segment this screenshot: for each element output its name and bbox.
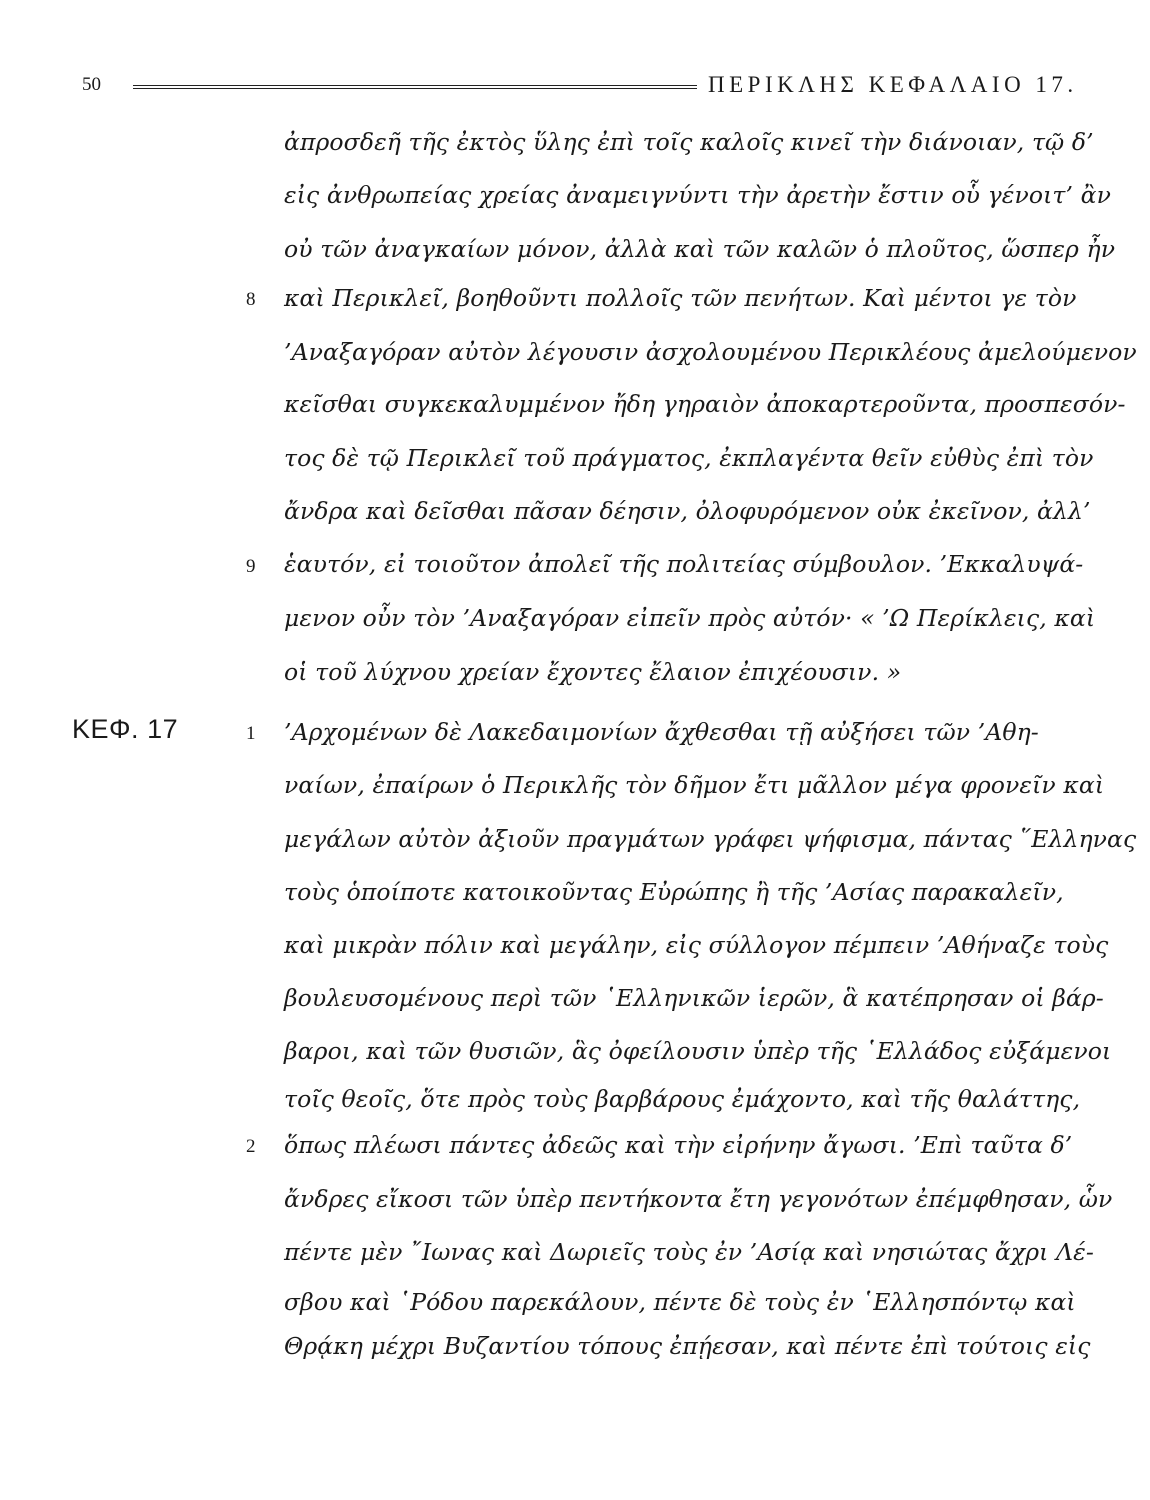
- text-line: ἄνδρα καὶ δεῖσθαι πᾶσαν δέησιν, ὀλοφυρόμενον οὐκ ἐκεῖνον, ἀλλ’: [284, 497, 1091, 525]
- text-line: οἱ τοῦ λύχνου χρείαν ἔχοντες ἔλαιον ἐπιχέουσιν. »: [284, 658, 902, 686]
- text-line: σβου καὶ ῾Ρόδου παρεκάλουν, πέντε δὲ τοὺς ἐν ῾Ελλησπόντῳ καὶ: [284, 1288, 1076, 1316]
- text-line: ναίων, ἐπαίρων ὁ Περικλῆς τὸν δῆμον ἔτι μᾶλλον μέγα φρονεῖν καὶ: [284, 771, 1105, 799]
- text-line: τοὺς ὁποίποτε κατοικοῦντας Εὐρώπης ἢ τῆς ’Ασίας παρακαλεῖν,: [284, 878, 1064, 906]
- text-line: εἰς ἀνθρωπείας χρείας ἀναμειγνύντι τὴν ἀρετὴν ἔστιν οὗ γένοιτ’ ἂν: [284, 181, 1111, 209]
- section-marker: 8: [246, 289, 256, 310]
- text-line: ὅπως πλέωσι πάντες ἀδεῶς καὶ τὴν εἰρήνην ἄγωσι. ’Επὶ ταῦτα δ’: [284, 1131, 1073, 1159]
- text-line: ἀπροσδεῆ τῆς ἐκτὸς ὕλης ἐπὶ τοῖς καλοῖς κινεῖ τὴν διάνοιαν, τῷ δ’: [284, 128, 1094, 156]
- text-line: μεγάλων αὐτὸν ἀξιοῦν πραγμάτων γράφει ψήφισμα, πάντας ῞Ελληνας: [284, 825, 1137, 853]
- text-line: τος δὲ τῷ Περικλεῖ τοῦ πράγματος, ἐκπλαγέντα θεῖν εὐθὺς ἐπὶ τὸν: [284, 444, 1094, 472]
- running-title: ΠΕΡΙΚΛΗΣ ΚΕΦΑΛΑΙΟ 17.: [708, 72, 1078, 97]
- text-line: ’Αναξαγόραν αὐτὸν λέγουσιν ἀσχολουμένου Περικλέους ἀμελούμενον: [284, 338, 1137, 366]
- section-marker: 1: [246, 723, 256, 744]
- text-line: καὶ Περικλεῖ, βοηθοῦντι πολλοῖς τῶν πενήτων. Καὶ μέντοι γε τὸν: [284, 284, 1077, 312]
- text-line: Θρᾴκη μέχρι Βυζαντίου τόπους ἐπῄεσαν, καὶ πέντε ἐπὶ τούτοις εἰς: [284, 1332, 1091, 1360]
- text-line: οὐ τῶν ἀναγκαίων μόνον, ἀλλὰ καὶ τῶν καλῶν ὁ πλοῦτος, ὥσπερ ἦν: [284, 235, 1116, 263]
- text-line: βουλευσομένους περὶ τῶν ῾Ελληνικῶν ἱερῶν, ἃ κατέπρησαν οἱ βάρ-: [284, 984, 1104, 1012]
- text-line: ἑαυτόν, εἰ τοιοῦτον ἀπολεῖ τῆς πολιτείας σύμβουλον. ’Εκκαλυψά-: [284, 550, 1084, 578]
- text-line: καὶ μικρὰν πόλιν καὶ μεγάλην, εἰς σύλλογον πέμπειν ’Αθήναζε τοὺς: [284, 931, 1109, 959]
- chapter-label: ΚΕΦ. 17: [72, 714, 179, 744]
- section-marker: 2: [246, 1136, 256, 1157]
- header-rule: [133, 85, 697, 89]
- text-line: ’Αρχομένων δὲ Λακεδαιμονίων ἄχθεσθαι τῇ αὐξήσει τῶν ’Αθη-: [284, 718, 1039, 746]
- text-line: μενον οὖν τὸν ’Αναξαγόραν εἰπεῖν πρὸς αὐτόν· « ’Ω Περίκλεις, καὶ: [284, 604, 1096, 632]
- page-header: [82, 70, 1102, 106]
- text-line: πέντε μὲν ῎Ιωνας καὶ Δωριεῖς τοὺς ἐν ’Ασίᾳ καὶ νησιώτας ἄχρι Λέ-: [284, 1238, 1094, 1266]
- text-line: κεῖσθαι συγκεκαλυμμένον ἤδη γηραιὸν ἀποκαρτεροῦντα, προσπεσόν-: [284, 390, 1126, 418]
- text-line: ἄνδρες εἴκοσι τῶν ὑπὲρ πεντήκοντα ἔτη γεγονότων ἐπέμφθησαν, ὧν: [284, 1185, 1113, 1213]
- text-line: βαροι, καὶ τῶν θυσιῶν, ἃς ὀφείλουσιν ὑπὲρ τῆς ῾Ελλάδος εὐξάμενοι: [284, 1037, 1112, 1065]
- section-marker: 9: [246, 556, 256, 577]
- page-number: 50: [82, 74, 101, 95]
- text-line: τοῖς θεοῖς, ὅτε πρὸς τοὺς βαρβάρους ἐμάχοντο, καὶ τῆς θαλάττης,: [284, 1085, 1081, 1113]
